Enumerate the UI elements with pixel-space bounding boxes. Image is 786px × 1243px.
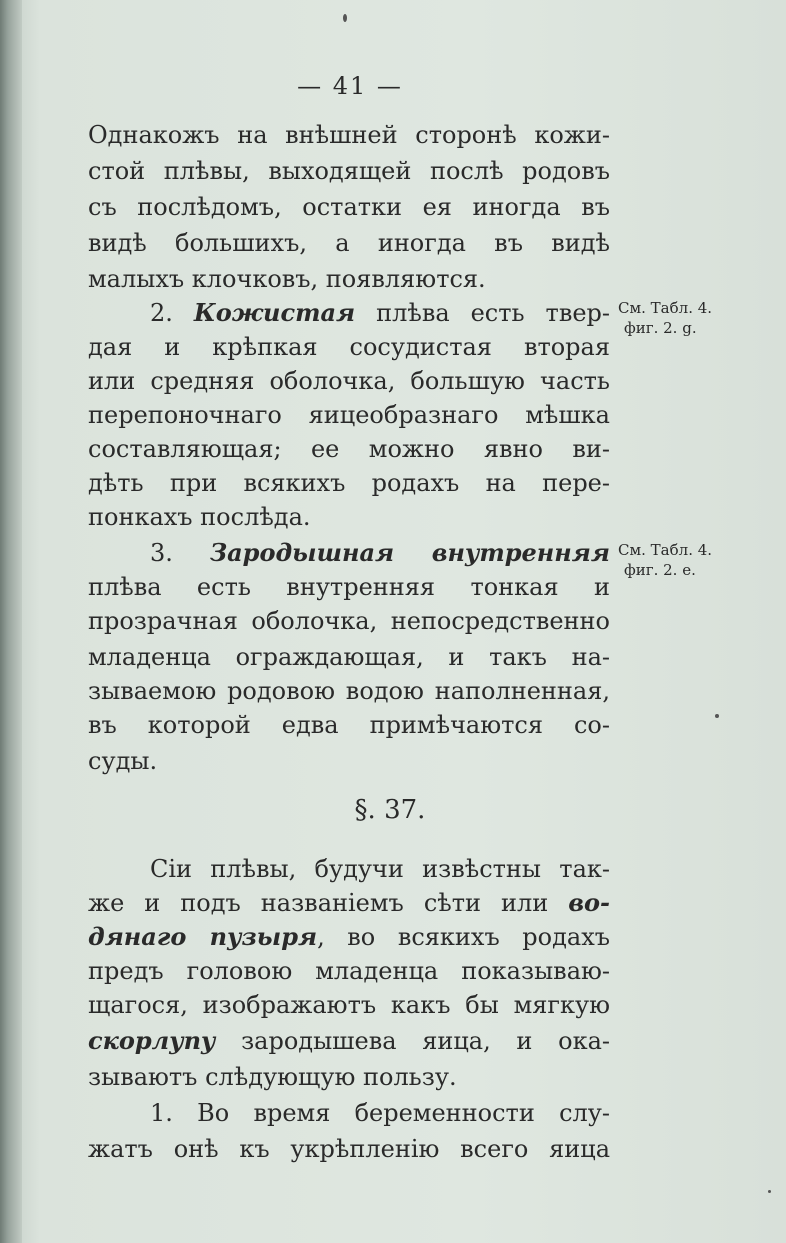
margin-note-1 [618, 298, 778, 338]
text-line: 2. Кожистая плѣва есть твер- [150, 298, 611, 327]
margin-note-fig: фиг. 2. e. [624, 561, 696, 579]
page-number: — 41 — [297, 72, 403, 100]
text-line: плѣва есть внутренняя тонкая и [88, 573, 610, 601]
text-line: или средняя оболочка, большую часть [88, 367, 610, 395]
text-line: щагося, изображаютъ какъ бы мягкую [88, 991, 610, 1019]
text-line: составляющая; ее можно явно ви- [88, 435, 610, 463]
text-line: 1. Во время беременности слу- [150, 1099, 610, 1127]
margin-note-ref: См. Табл. 4. [618, 299, 713, 317]
margin-note-fig: фиг. 2. g. [624, 319, 697, 337]
text-line: младенца ограждающая, и такъ на- [88, 643, 610, 671]
text-line: скорлупу зародышева яица, и ока- [88, 1026, 610, 1055]
text-line: суды. [88, 747, 158, 775]
text-line: въ которой едва примѣчаются со- [88, 711, 610, 739]
text-line: Однакожъ на внѣшней сторонѣ кожи- [88, 121, 610, 149]
text-line: дянаго пузыря, во всякихъ родахъ [88, 922, 610, 951]
ink-speck [768, 1190, 771, 1193]
text-line: дая и крѣпкая сосудистая вторая [88, 333, 610, 361]
text-line: зываютъ слѣдующую пользу. [88, 1063, 457, 1091]
text-line: прозрачная оболочка, непосредственно [88, 607, 610, 635]
text-line: дѣть при всякихъ родахъ на пере- [88, 469, 610, 497]
text-line: стой плѣвы, выходящей послѣ родовъ [88, 157, 610, 185]
text-line: малыхъ клочковъ, появляются. [88, 265, 486, 293]
section-heading: §. 37. [354, 795, 426, 825]
text-line: съ послѣдомъ, остатки ея иногда въ [88, 193, 610, 221]
page-gutter [0, 0, 22, 1243]
text-line: предъ головою младенца показываю- [88, 957, 610, 985]
text-line: жатъ онѣ къ укрѣпленію всего яица [88, 1135, 610, 1163]
text-line: 3. Зародышная внутренняя [150, 538, 610, 567]
text-line: Сіи плѣвы, будучи извѣстны так- [150, 855, 610, 883]
text-line: понкахъ послѣда. [88, 503, 311, 531]
ink-speck [715, 714, 719, 718]
margin-note-ref: См. Табл. 4. [618, 541, 713, 559]
text-line: зываемою родовою водою наполненная, [88, 677, 610, 705]
ink-speck [343, 14, 347, 22]
margin-note-2 [618, 540, 778, 580]
text-line: перепоночнаго яицеобразнаго мѣшка [88, 401, 610, 429]
text-line: видѣ большихъ, а иногда въ видѣ [88, 229, 610, 257]
text-line: же и подъ названіемъ сѣти или во- [88, 888, 610, 917]
